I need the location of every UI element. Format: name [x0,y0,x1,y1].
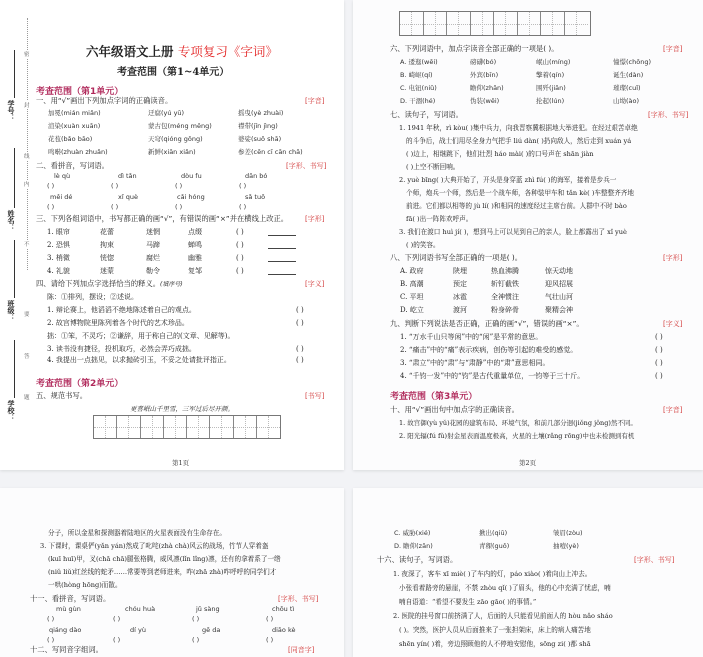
pinyin-choice[interactable]: 摇曳(yè zhuài) [238,109,284,117]
pinyin-choice[interactable]: 鸣啭(zhuàn zhuǎn) [48,148,108,156]
answer-paren[interactable]: ( ) [296,306,304,314]
question-item: 2. 故宫博物院里陈列着各个时代的艺术珍品。 [47,319,189,327]
binding-char: 密 [24,52,30,58]
answer-paren[interactable]: ( ) [236,267,244,275]
option-d-word: 渡河 [453,306,467,314]
section-5-tag: [书写] [305,392,325,400]
passage-line: (kuī huī)甲，叉(chā chā)腿张格腾，威风凛(lǐn lǐng)凛，还有的拿着系了一绺 [48,555,281,563]
passage-line: 个师，炮兵一个师，然后是一个战车师，各种装甲车和 tǎn kè( )车整整齐齐地 [406,189,634,197]
option-b-word: 预定 [453,280,467,288]
title-black: 六年级语文上册 [86,44,174,59]
binding-char: 内 [24,182,30,188]
answer-blank[interactable]: ( ) [113,636,121,644]
option-b-word: 诞生(dàn) [613,71,644,79]
section-16-tag: [字形、书写] [634,556,675,564]
binding-char: 题 [24,395,30,401]
answer-blank[interactable]: ( ) [239,203,247,211]
definition-zhuo: 拙：①笨，不灵巧；②谦辞，用于称自己的(文章、见解等)。 [47,332,235,340]
binding-underline [14,240,15,298]
section-16-title: 十六、读句子，写词语。 [377,555,458,564]
student-id-label: 学号： [7,100,16,121]
option-c-word: 围歼(jiān) [536,84,566,92]
option-c-word: C. 平坦 [400,293,424,301]
correction-line[interactable] [268,248,296,249]
passage-line: 分子，所以金星和探测器着陆地区的火星表面没有生命存在。 [48,529,227,537]
answer-paren[interactable]: ( ) [655,359,663,367]
word-item: 2. 恐惧 [47,241,70,249]
option-a-word: 磅礴(bó) [470,58,497,66]
answer-blank[interactable]: ( ) [266,636,274,644]
binding-char: 线 [24,154,30,160]
section-5-title: 五、规范书写。 [36,391,88,400]
pinyin-choice[interactable]: 襟带(jīn jìng) [238,122,278,130]
definition-chen: 陈：①排列，摆设；②述说。 [47,293,138,301]
binding-char: 要 [24,312,30,318]
pinyin-prompt: sǎ tuō [245,193,266,201]
pinyin-prompt: dān bó [245,172,268,180]
pinyin-prompt: měi dé [50,193,73,201]
option-d-word: D. 屹立 [400,306,424,314]
scope-heading-unit3: 考查范围（第3单元） [390,392,478,402]
answer-paren[interactable]: ( ) [296,345,304,353]
passage-line: ( )。突然，医护人员从后面推来了一张担架床，床上的病人痛苦地 [399,626,591,634]
section-3-tag: [字形] [305,215,325,223]
pinyin-prompt: chōu tì [272,605,295,613]
binding-underline [14,340,15,398]
answer-paren[interactable]: ( ) [296,356,304,364]
pinyin-prompt: qiáng dào [49,626,82,634]
option-d-word: 聚精会神 [545,306,573,314]
option-c-word: 瞻仰(zhān) [470,84,504,92]
passage-line: 1. 夜深了，客车 xī miè( )了车内的灯，páo xiào( )着向山上冲去。 [393,570,592,578]
option-c-word: 全神惯注 [491,293,519,301]
option-a-word: A. 政府 [400,267,424,275]
writing-grid[interactable] [399,11,591,36]
section-8-title: 八、下列词语书写全部正确的一项是( )。 [390,253,523,262]
pinyin-choice[interactable]: 加冕(mián miǎn) [48,109,101,117]
option-a-word: 岷山(míng) [536,58,571,66]
passage-line: 1. 故宫御(yù yǔ)花园的建筑布局、环境气氛，和前几部分迥(jiǒng jǒng)然不同。 [399,419,637,427]
pinyin-prompt: cǎi hóng [177,193,205,201]
passage-line: 2. yuè bīng( )大典开始了，开头是身穿蓝 zhì fú( )的海军，接着是步兵一 [399,176,617,184]
option-a-word: 惊天动地 [545,267,573,275]
word-item: 迷蒙 [100,267,114,275]
pinyin-prompt: dí yù [130,626,146,634]
option-c-word: C. 威胁(xié) [394,529,431,537]
option-b-word: B. 高潮 [400,280,424,288]
passage-line: ( )的笑容。 [406,241,440,249]
answer-paren[interactable]: ( ) [296,319,304,327]
passage-line: (niǔ liǔ)红丝线的蛇矛……常要等到老师进来，咋(zhā zhà)咋呼呼的同学们才 [48,568,277,576]
answer-paren[interactable]: ( ) [236,241,244,249]
answer-paren[interactable]: ( ) [236,228,244,236]
page-title [86,42,278,60]
binding-char: 不 [24,242,30,248]
writing-grid[interactable] [93,415,281,439]
pinyin-prompt: xǐ què [118,193,138,201]
passage-line: 2. 医院的挂号窗口前挤满了人，后面的人只能看见前面人的 hòu nǎo sháo [393,612,613,620]
section-2-title: 二、看拼音，写词语。 [36,161,109,170]
answer-blank[interactable]: ( ) [266,615,274,623]
section-1-tag: [字音] [305,97,325,105]
option-d-word: 山坳(ào) [613,97,640,105]
option-d-word: 抡起(lún) [536,97,565,105]
school-label: 学校： [7,400,16,421]
answer-blank[interactable]: ( ) [192,636,200,644]
word-item: 花蕾 [100,228,114,236]
page-subtitle: 考查范围（第1~4单元） [117,67,230,78]
section-12-tag: [同音字] [288,646,315,654]
pinyin-choice[interactable]: 渲染(xuàn xuān) [48,122,101,130]
passage-line: 的斗争后，战士们用尽全身力气把手 liú dàn( )扔向敌人，然后走到 xuán yá [406,137,632,145]
page-number: 第1页 [172,459,190,467]
verse-line: 更喜岷山千里雪，三军过后尽开颜。 [130,405,234,413]
word-item: 马蹄 [146,241,160,249]
option-d-word: 粉身碎骨 [491,306,519,314]
option-b-word: 斩钉截铁 [491,280,519,288]
page-2 [353,0,703,470]
section-7-title: 七、读句子，写词语。 [390,110,463,119]
option-a-word: 憧憬(chōng) [613,58,651,66]
page-number: 第2页 [519,459,537,467]
title-red: 专项复习《字词》 [177,44,278,59]
passage-line: ( )边上，相继跳下，他们壮烈 háo mài( )的口号声在 shān jiàn [406,150,594,158]
section-8-tag: [字形] [663,254,683,262]
binding-underline [14,148,15,208]
answer-blank[interactable]: ( ) [47,203,55,211]
word-item: 1. 眼帘 [47,228,70,236]
answer-blank[interactable]: ( ) [175,203,183,211]
passage-line: ( )上空不断回响。 [406,163,460,171]
option-d-word: D. 干涸(hé) [400,97,436,105]
passage-line: 1. 1941 年秋，rì kòu( )集中兵力，向我晋察冀根据地大举进犯。在经过艰苦卓绝 [399,124,638,132]
word-item: 腐烂 [146,254,160,262]
answer-blank[interactable]: ( ) [113,615,121,623]
pinyin-prompt: chóu huà [125,605,156,613]
section-10-tag: [字音] [663,406,683,414]
pinyin-choice[interactable]: 迂腐(yú yū) [148,109,185,117]
section-11-tag: [字形、书写] [278,595,319,603]
pinyin-choice[interactable]: 婆娑(suō shā) [238,135,282,143]
judgement-item: 3. “肃立”中的“肃”与“肃静”中的“肃”意思相同。 [400,359,550,367]
answer-paren[interactable]: ( ) [655,333,663,341]
section-9-title: 九、判断下列说法是否正确，正确的画“√”，错误的画“×”。 [390,319,584,328]
section-6-title: 六、下列词语中，加点字读音全部正确的一项是( )。 [390,44,559,53]
judgement-item: 2. “痛击”中的“痛”表示疾病，创伤等引起的难受的感觉。 [400,346,578,354]
answer-paren[interactable]: ( ) [655,346,663,354]
page-4 [353,488,703,657]
word-item: 点缀 [188,228,202,236]
word-item: 4. 礼貌 [47,267,70,275]
pinyin-choice[interactable]: 花苞(bǎo bāo) [48,135,93,143]
pinyin-prompt: dòu fu [181,172,202,180]
question-item: 1. 辩论赛上，他滔滔不绝地陈述着自己的观点。 [47,306,196,314]
correction-line[interactable] [268,235,296,236]
answer-blank[interactable]: ( ) [111,182,119,190]
answer-blank[interactable]: ( ) [192,615,200,623]
pinyin-prompt: dì tǎn [118,172,137,180]
section-7-tag: [字形、书写] [648,111,689,119]
answer-blank[interactable]: ( ) [111,203,119,211]
pinyin-choice[interactable]: 天穹(qióng gōng) [148,135,203,143]
passage-line: 3. 我们在渡口 huì jí( )，想到马上可以见到自己的亲人，脸上都露出了 xǐ yuè [399,228,627,236]
section-2-tag: [字形、书写] [286,162,327,170]
passage-line: 2. 阳光辐(fú fǔ)射金星表面温度极高，火星的土壤(rǎng rōng)中也未检测到有机 [399,432,635,440]
word-item: 恍惚 [100,254,114,262]
word-item: 拘束 [100,241,114,249]
section-4-title-text: 四、请给下列加点字选择恰当的释义。 [36,279,161,288]
option-b-word: 迎风招展 [545,280,573,288]
word-item: 勒令 [146,267,160,275]
section-3-title: 三、下列各组词语中，书写都正确的画“√”，有错误的画“×”并在横线上改正。 [36,214,289,223]
section-10-title: 十、用“√”画出句中加点字的正确读音。 [390,405,519,414]
option-b-word: 外宾(bīn) [470,71,499,79]
scope-heading-unit1: 考查范围（第1单元） [36,87,124,97]
question-item: 4. 我提出一点拙见，以求抛砖引玉，不妥之处请批评指正。 [47,356,231,364]
option-d-word: D. 瞻仰(zān) [394,542,433,550]
scope-heading-unit2: 考查范围（第2单元） [36,379,124,389]
pinyin-prompt: jǔ sàng [196,605,220,613]
section-4-title [36,279,183,290]
passage-line: 小张看着路旁的悬崖，不禁 zhòu qǐ( )了眉头，他的心中充满了忧虑，喃 [399,584,611,592]
section-9-tag: [字义] [663,320,683,328]
option-b-word: B. 崎岖(qí) [400,71,433,79]
option-d-word: 青稞(guǒ) [479,542,510,550]
question-item: 3. 读书没有捷径，投机取巧，必然会弄巧成拙。 [47,345,196,353]
option-b-word: 擎着(qín) [536,71,565,79]
passage-line: 一哄(hòng hōng)而散。 [48,581,122,589]
answer-paren[interactable]: ( ) [655,372,663,380]
binding-char: 封 [24,103,30,109]
page-3 [0,488,344,657]
passage-line: shēn yín( )着，旁边照顾他的人不停地安慰他，sōng zi( )都 shā [399,640,591,648]
correction-line[interactable] [268,261,296,262]
pinyin-prompt: gē da [202,626,221,634]
option-c-word: C. 电钮(niǔ) [400,84,437,92]
section-4-note: (填序号) [160,281,183,288]
option-c-word: 皱眉(zòu) [553,529,583,537]
pinyin-prompt: lè qù [54,172,71,180]
section-11-title: 十一、看拼音，写词语。 [30,594,111,603]
student-name-label: 姓名： [7,210,16,231]
answer-blank[interactable]: ( ) [47,615,55,623]
pinyin-choice[interactable]: 新鲜(xiān xiǎn) [148,148,196,156]
section-4-tag: [字义] [305,280,325,288]
binding-char: 答 [24,354,30,360]
answer-paren[interactable]: ( ) [236,254,244,262]
pinyin-prompt: mù gùn [56,605,81,613]
class-label: 班级： [7,300,16,321]
judgement-item: 1. “万水千山只等闲”中的“闲”是平常的意思。 [400,333,543,341]
answer-blank[interactable]: ( ) [47,636,55,644]
option-c-word: 揪出(qiū) [479,529,508,537]
section-1-title: 一、用“√”画出下列加点字词的正确读音。 [36,96,173,105]
section-6-tag: [字音] [663,45,683,53]
passage-line: fā( )出一阵阵欢呼声。 [406,215,473,223]
judgement-item: 4. “千钧一发”中的“钧”是古代重量单位，一钧等于三十斤。 [400,372,585,380]
word-item: 蝉鸣 [188,241,202,249]
option-d-word: 抽噎(yè) [553,542,579,550]
binding-underline [14,50,15,98]
option-a-word: 热血沸腾 [491,267,519,275]
option-c-word: 冰雹 [453,293,467,301]
passage-line: 前进。它们都以相等的 jù lí( )和相同的速度经过主席台前。人群中不时 bào [406,202,627,210]
option-a-word: A. 逶迤(wēi) [400,58,438,66]
answer-blank[interactable]: ( ) [239,182,247,190]
pinyin-prompt: diāo kè [272,626,296,634]
option-a-word: 陕埋 [453,267,467,275]
answer-blank[interactable]: ( ) [175,182,183,190]
passage-line: 3. 下课时，课桌俨(yǎn yán)然成了叱咤(zhà chà)风云的战场，竹节人穿着盔 [40,542,269,550]
option-c-word: 璀璨(cuǐ) [613,84,641,92]
answer-blank[interactable]: ( ) [47,182,55,190]
option-c-word: 气壮山河 [545,293,573,301]
option-d-word: 伪装(wěi) [470,97,500,105]
word-item: 迷惘 [146,228,160,236]
word-item: 幽雅 [188,254,202,262]
section-12-title: 十二、写同音字组词。 [30,645,103,654]
correction-line[interactable] [268,274,296,275]
page-1 [0,0,344,470]
passage-line: 喃自语道：“希望不要发生 zāo gāo( )的事情。” [399,598,537,606]
pinyin-choice[interactable]: 蒙古包(méng měng) [148,122,212,130]
pinyin-choice[interactable]: 参差(cēn cī cān chā) [238,148,303,156]
word-item: 3. 梢微 [47,254,70,262]
word-item: 复邹 [188,267,202,275]
